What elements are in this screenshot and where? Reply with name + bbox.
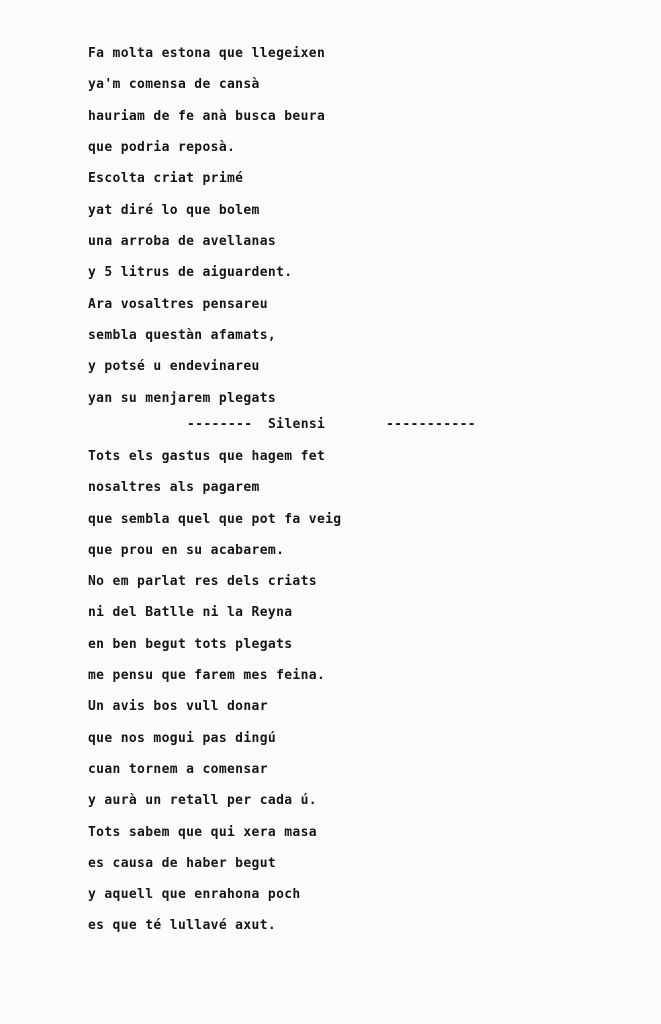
poem-line: No em parlat res dels criats — [88, 574, 317, 590]
poem-line: sembla questàn afamats, — [88, 328, 277, 344]
poem-line: y aquell que enrahona poch — [88, 887, 301, 903]
poem-line: Escolta criat primé — [88, 171, 244, 187]
divider-dashes-left: -------- — [187, 417, 253, 432]
poem-line: que sembla quel que pot fa veig — [88, 511, 342, 527]
poem-line: ya'm comensa de cansà — [88, 77, 260, 93]
poem-line: Ara vosaltres pensareu — [88, 296, 268, 312]
poem-line: que nos mogui pas dingú — [88, 730, 277, 746]
poem-line: ni del Batlle ni la Reyna — [88, 605, 293, 621]
poem-line: Un avis bos vull donar — [88, 699, 268, 715]
poem-line: cuan tornem a comensar — [88, 761, 268, 777]
poem-line: y aurà un retall per cada ú. — [88, 793, 317, 809]
poem-line: es que té lullavé axut. — [88, 918, 277, 934]
poem-line: y 5 litrus de aiguardent. — [88, 265, 293, 281]
poem-line: Fa molta estona que llegeixen — [88, 46, 326, 61]
poem-line: es causa de haber begut — [88, 855, 277, 871]
poem-line: yat diré lo que bolem — [88, 202, 260, 218]
poem-line: Tots els gastus que hagem fet — [88, 449, 326, 464]
divider-dashes-right: ----------- — [386, 417, 476, 432]
divider-word: Silensi — [268, 417, 326, 432]
poem-line: yan su menjarem plegats — [88, 390, 277, 406]
poem-line: que podria reposà. — [88, 140, 236, 156]
poem-line: Tots sabem que qui xera masa — [88, 824, 317, 840]
poem-line: una arroba de avellanas — [88, 234, 277, 250]
poem-line: y potsé u endevinareu — [88, 359, 260, 375]
poem-line: hauriam de fe anà busca beura — [88, 108, 326, 124]
poem-line: me pensu que farem mes feina. — [88, 668, 326, 684]
stanza-1 — [88, 43, 608, 419]
stanza-2 — [88, 446, 608, 947]
poem-line: en ben begut tots plegats — [88, 636, 293, 652]
poem-line: que prou en su acabarem. — [88, 542, 285, 558]
silence-divider — [0, 413, 661, 437]
poem-line: nosaltres als pagarem — [88, 480, 260, 496]
